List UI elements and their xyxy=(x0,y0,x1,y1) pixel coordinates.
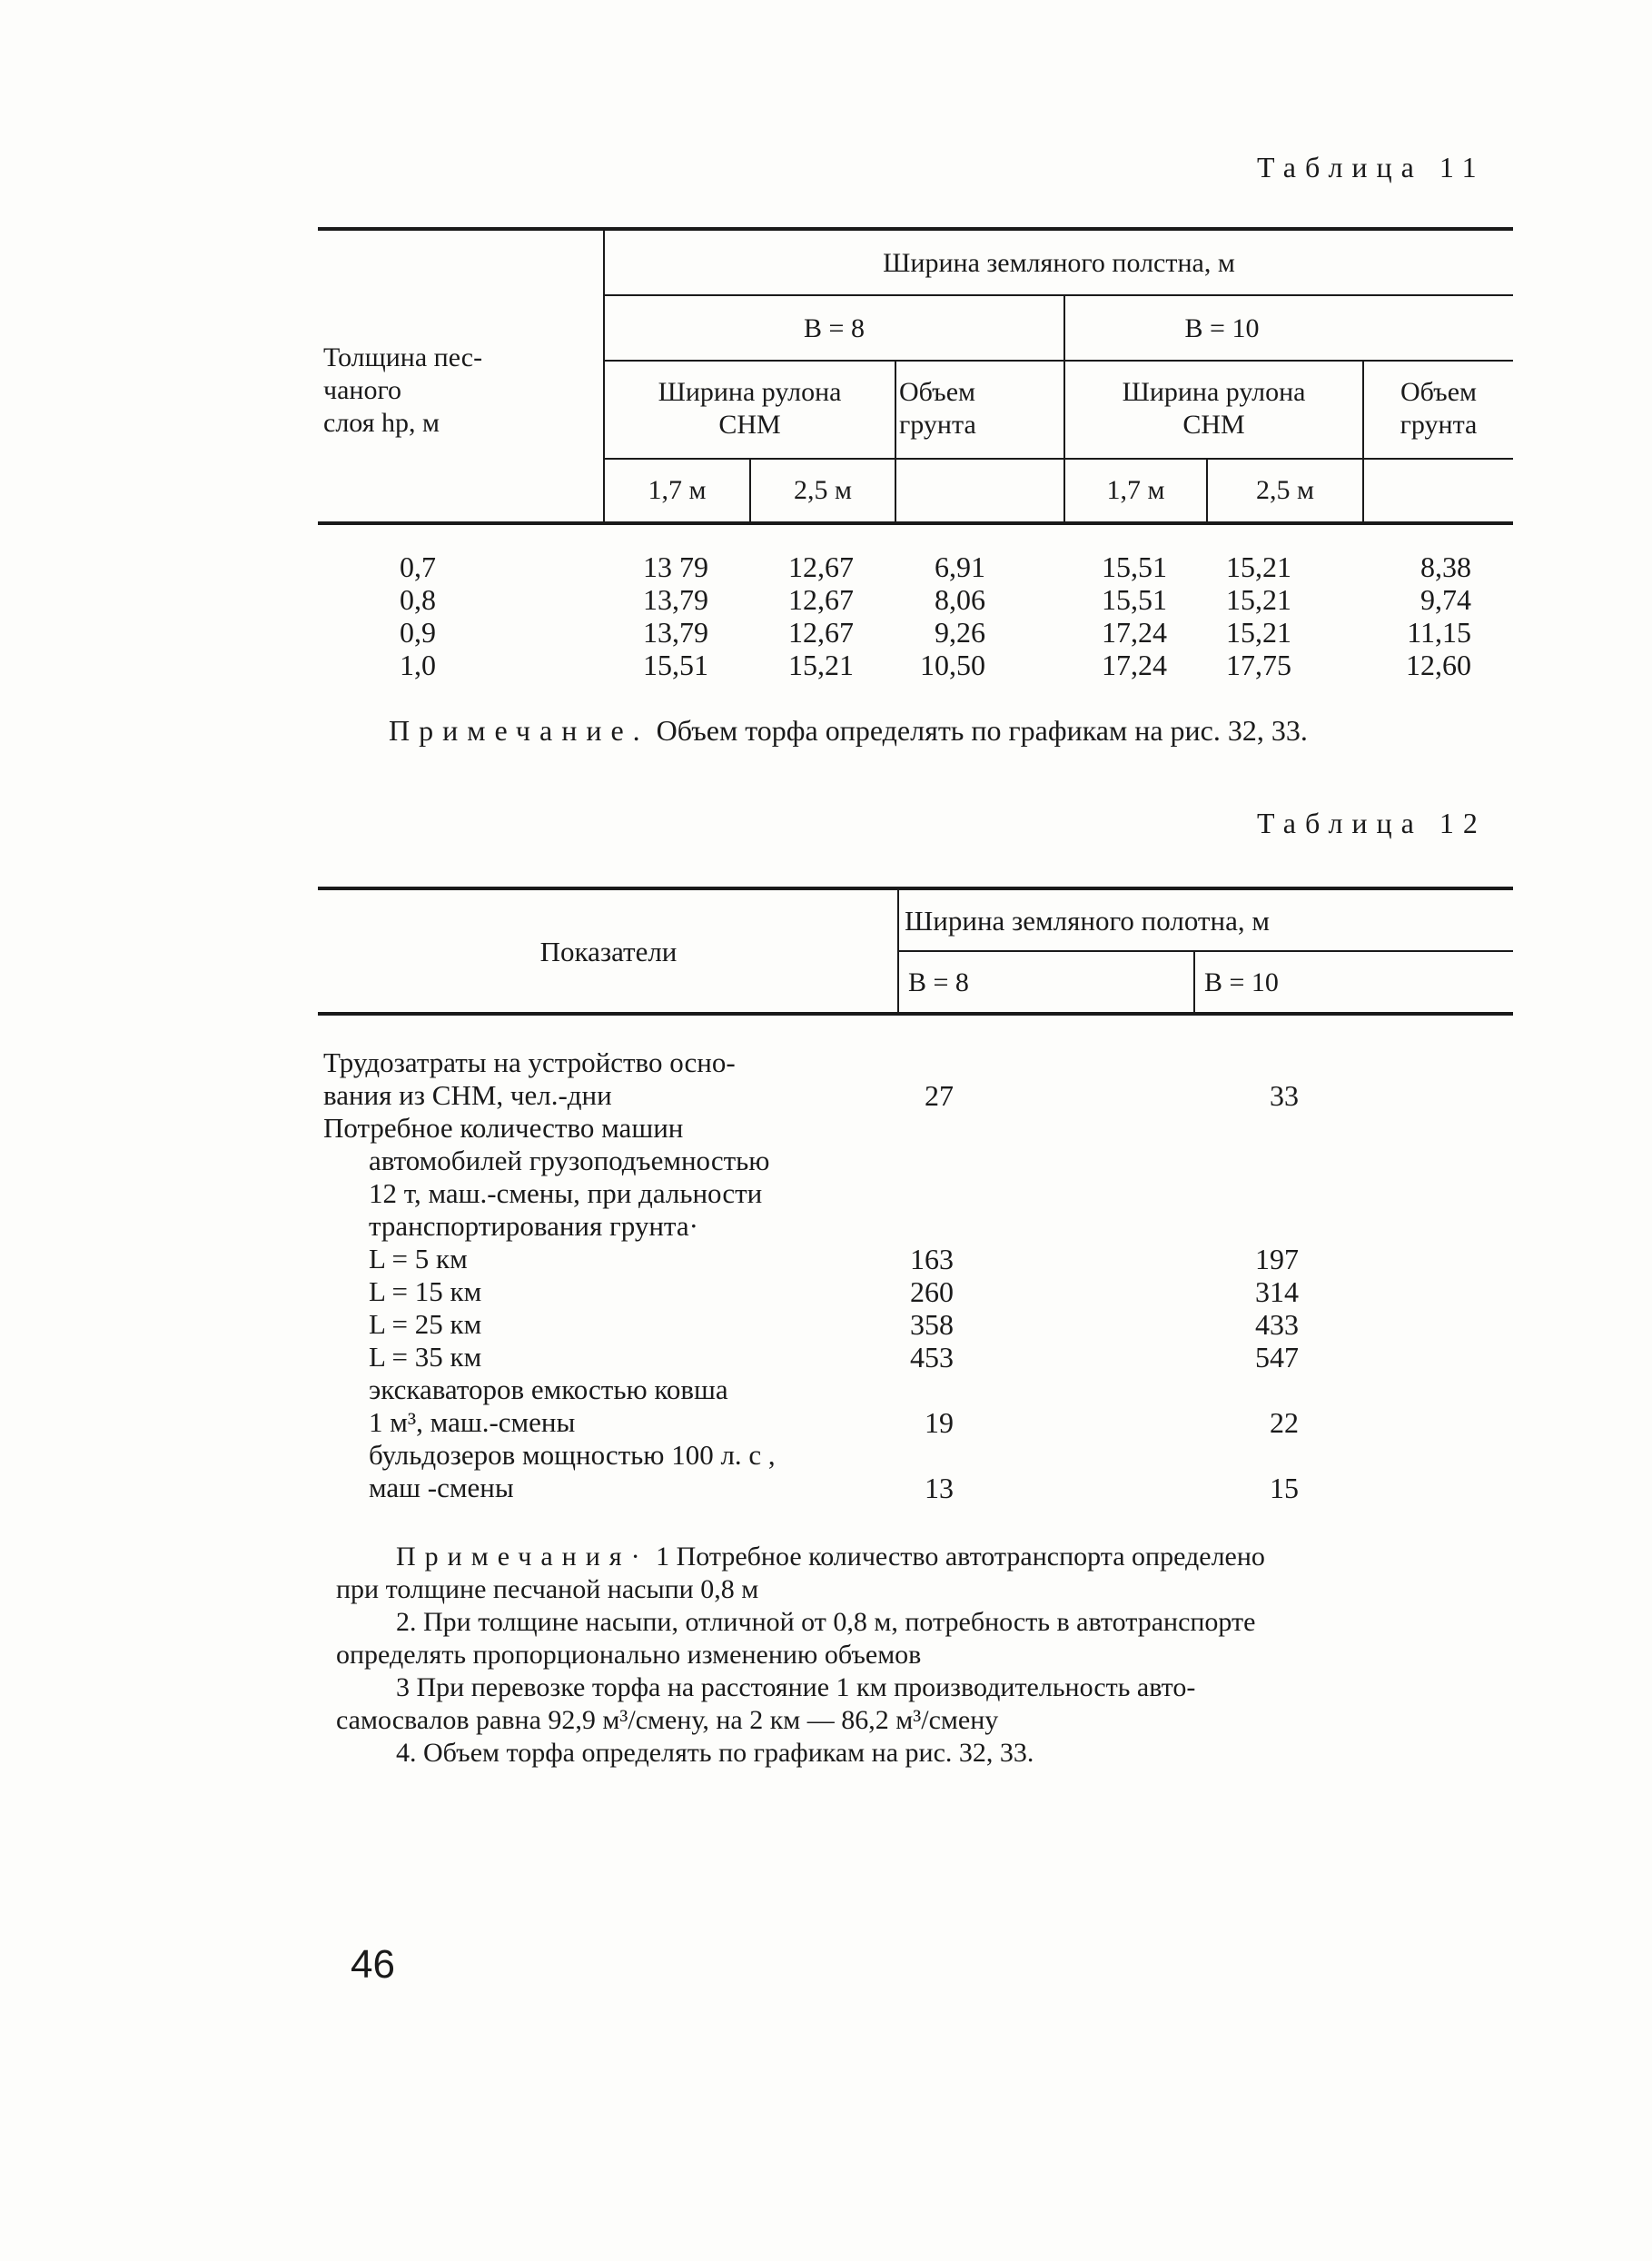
table11-note xyxy=(389,714,1308,747)
table11-b8-roll-width xyxy=(605,376,895,441)
cell-b8: 260 xyxy=(910,1275,954,1308)
cell-b10: 22 xyxy=(1270,1406,1299,1439)
cell-b10: 15 xyxy=(1270,1472,1299,1504)
note-line: определять пропорционально изменению объемов xyxy=(336,1640,922,1670)
table12-rule xyxy=(897,950,1513,952)
cell-b10-vol: 8,38 xyxy=(1420,550,1471,583)
cell-b10-17: 15,51 xyxy=(1102,550,1167,583)
table12-group-header: Ширина земляного полотна, м xyxy=(905,905,1270,937)
row-label: автомобилей грузоподъемностью xyxy=(369,1145,770,1176)
cell-h: 0,9 xyxy=(400,616,436,649)
note-line xyxy=(396,1541,1265,1573)
cell-b8: 163 xyxy=(910,1243,954,1275)
cell-b8: 27 xyxy=(925,1079,954,1112)
cell-b10-vol: 12,60 xyxy=(1406,649,1471,681)
table11-b10-soil-volume-line: Объем xyxy=(1400,377,1477,407)
table11-b8-soil-volume-line: грунта xyxy=(899,410,976,440)
cell-b8-17: 13,79 xyxy=(643,616,708,649)
row-label: транспортирования грунта· xyxy=(369,1210,698,1242)
note-line: самосвалов равна 92,9 м³/смену, на 2 км — 86,2 м³/смену xyxy=(336,1705,999,1735)
table12-indicators-header: Показатели xyxy=(539,936,678,967)
table11-b10-soil-volume xyxy=(1364,376,1513,441)
cell-b10-vol: 11,15 xyxy=(1407,616,1471,649)
cell-b10-25: 15,21 xyxy=(1226,550,1291,583)
cell-b8-25: 15,21 xyxy=(788,649,854,681)
row-label: L = 35 км xyxy=(369,1341,482,1373)
cell-b8-25: 12,67 xyxy=(788,583,854,616)
cell-b8-17: 13,79 xyxy=(643,583,708,616)
cell-b10-25: 15,21 xyxy=(1226,583,1291,616)
note-text: 1 Потребное количество автотранспорта определено xyxy=(656,1542,1265,1572)
table11-b10-roll-width-line: Ширина рулона xyxy=(1122,377,1306,407)
note-line: 4. Объем торфа определять по графикам на рис. 32, 33. xyxy=(396,1738,1034,1768)
row-label: L = 15 км xyxy=(369,1275,482,1307)
table11-b8-w25: 2,5 м xyxy=(794,475,852,505)
table11-b10-roll-width-line: СНМ xyxy=(1182,410,1245,440)
cell-b8-vol: 10,50 xyxy=(920,649,985,681)
row-label: L = 25 км xyxy=(369,1308,482,1340)
cell-b10: 314 xyxy=(1255,1275,1299,1308)
row-label: бульдозеров мощностью 100 л. с , xyxy=(369,1439,776,1471)
table11-row-header-line: слоя hр, м xyxy=(323,408,440,438)
note-line: 3 При перевозке торфа на расстояние 1 км производительность авто- xyxy=(396,1672,1196,1702)
note-line: при толщине песчаной насыпи 0,8 м xyxy=(336,1574,759,1604)
table11-b10-w17: 1,7 м xyxy=(1106,475,1165,505)
cell-b8-vol: 9,26 xyxy=(935,616,985,649)
cell-b8-17: 15,51 xyxy=(643,649,708,681)
table11-b8-roll-width-line: Ширина рулона xyxy=(658,377,842,407)
table11-row-header-line: чаного xyxy=(323,375,402,405)
cell-b8-vol: 6,91 xyxy=(935,550,985,583)
table12-caption: Таблица 12 xyxy=(1257,807,1487,839)
row-label: 12 т, маш.-смены, при дальности xyxy=(369,1177,763,1209)
table11-b10-w25: 2,5 м xyxy=(1256,475,1314,505)
table11-header-bottom-rule xyxy=(318,521,1513,525)
page-number: 46 xyxy=(351,1942,395,1987)
cell-b10-17: 17,24 xyxy=(1102,649,1167,681)
note-line: 2. При толщине насыпи, отличной от 0,8 м, потребность в автотранспорте xyxy=(396,1607,1256,1637)
cell-b10: 197 xyxy=(1255,1243,1299,1275)
cell-b8-25: 12,67 xyxy=(788,550,854,583)
cell-b8: 358 xyxy=(910,1308,954,1341)
table12-b10-header: В = 10 xyxy=(1204,967,1279,997)
cell-b10-25: 15,21 xyxy=(1226,616,1291,649)
table11-b8-w17: 1,7 м xyxy=(648,475,707,505)
cell-b8-25: 12,67 xyxy=(788,616,854,649)
cell-b8-17: 13 79 xyxy=(643,550,708,583)
row-label: Потребное количество машин xyxy=(323,1112,684,1144)
row-label: Трудозатраты на устройство осно- xyxy=(323,1046,736,1078)
table11-group-header: Ширина земляного полстна, м xyxy=(883,248,1235,278)
table11-rule xyxy=(895,360,896,523)
cell-b8-vol: 8,06 xyxy=(935,583,985,616)
table11-note-label: Примечание. xyxy=(389,714,649,747)
row-label: 1 м³, маш.-смены xyxy=(369,1406,576,1438)
table12-rule xyxy=(897,887,899,1014)
table11-rule xyxy=(603,360,1513,362)
table11-row-header-line: Толщина пес- xyxy=(323,342,483,372)
cell-b10-17: 15,51 xyxy=(1102,583,1167,616)
cell-b8: 13 xyxy=(925,1472,954,1504)
cell-b10: 33 xyxy=(1270,1079,1299,1112)
table12-b8-header: В = 8 xyxy=(908,967,969,997)
table12-rule xyxy=(1193,950,1195,1014)
cell-h: 0,8 xyxy=(400,583,436,616)
cell-b8: 19 xyxy=(925,1406,954,1439)
table11-row-header xyxy=(323,342,541,440)
table11-b10-header: В = 10 xyxy=(1184,313,1260,343)
table11-b8-soil-volume xyxy=(899,376,1026,441)
cell-h: 0,7 xyxy=(400,550,436,583)
table11-b10-roll-width xyxy=(1065,376,1362,441)
row-label: экскаваторов емкостью ковша xyxy=(369,1373,728,1405)
cell-b10: 547 xyxy=(1255,1341,1299,1373)
cell-b8: 453 xyxy=(910,1341,954,1373)
row-label: вания из СНМ, чел.-дни xyxy=(323,1079,612,1111)
table11-b8-header: В = 8 xyxy=(804,313,865,343)
table11-b8-roll-width-line: СНМ xyxy=(718,410,781,440)
cell-b10-17: 17,24 xyxy=(1102,616,1167,649)
table12-header-bottom-rule xyxy=(318,1012,1513,1016)
table11-rule xyxy=(603,294,1513,296)
table11-caption: Таблица 11 xyxy=(1257,151,1486,183)
notes-label: Примечания· xyxy=(396,1542,649,1572)
table11-b8-soil-volume-line: Объем xyxy=(899,377,975,407)
table11-note-text: Объем торфа определять по графикам на рис. 32, 33. xyxy=(656,714,1308,747)
table11-rule xyxy=(603,458,1513,460)
cell-b10-vol: 9,74 xyxy=(1420,583,1471,616)
cell-b10-25: 17,75 xyxy=(1226,649,1291,681)
table11-top-rule xyxy=(318,227,1513,231)
row-label: L = 5 км xyxy=(369,1243,468,1274)
cell-h: 1,0 xyxy=(400,649,436,681)
cell-b10: 433 xyxy=(1255,1308,1299,1341)
row-label: маш -смены xyxy=(369,1472,514,1503)
table12-top-rule xyxy=(318,887,1513,890)
table11-b10-soil-volume-line: грунта xyxy=(1400,410,1478,440)
